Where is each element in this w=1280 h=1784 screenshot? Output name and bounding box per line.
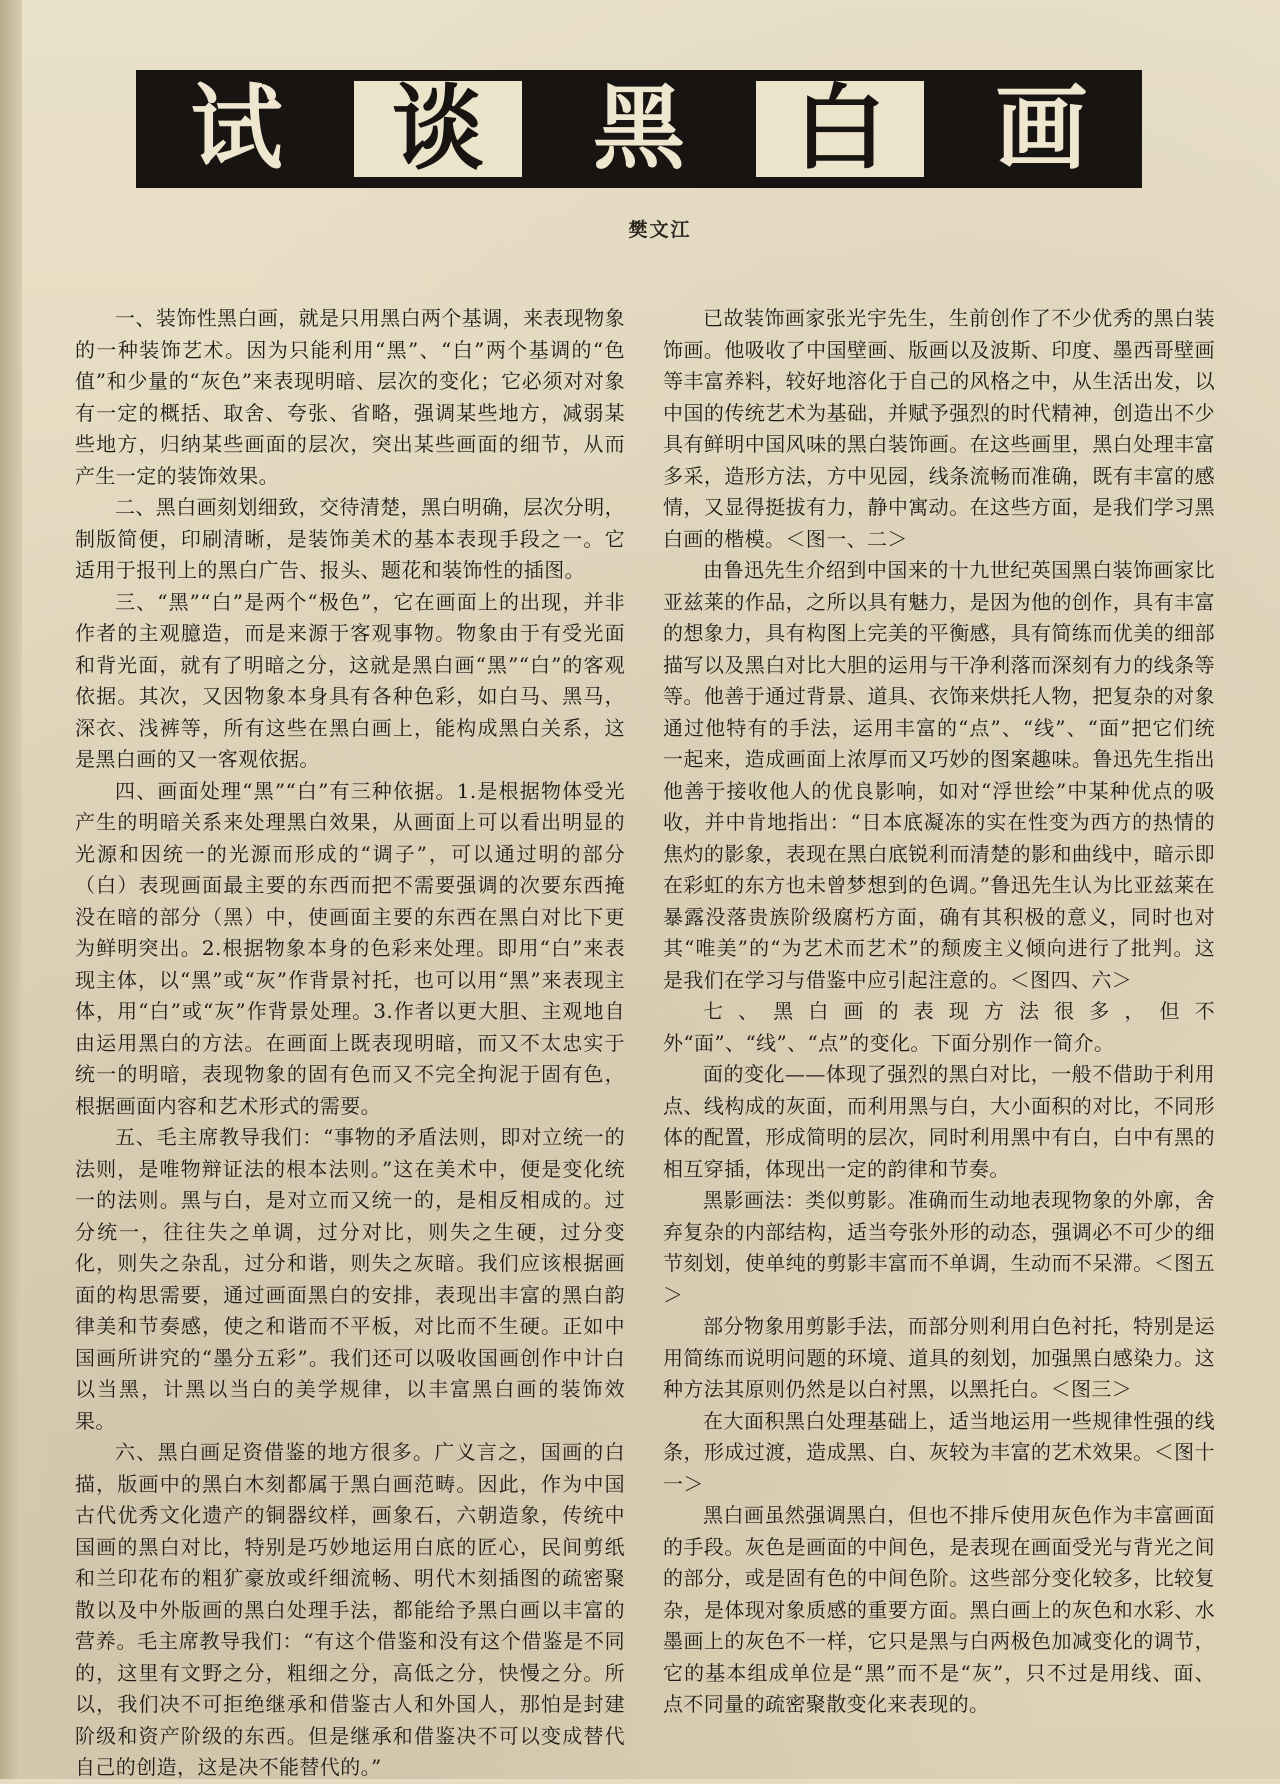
paragraph: 面的变化——体现了强烈的黑白对比，一般不借助于利用点、线构成的灰面，而利用黑与白，大小面积的对比，不同形体的配置，形成简明的层次，同时利用黑中有白，白中有黑的相互穿插，体现出一定的韵律和节奏。 [663, 1062, 1215, 1181]
paragraph: 已故装饰画家张光宇先生，生前创作了不少优秀的黑白装饰画。他吸收了中国壁画、版画以及波斯、印度、墨西哥壁画等丰富养料，较好地溶化于自己的风格之中，从生活出发，以中国的传统艺术为基础，并赋予强烈的时代精神，创造出不少具有鲜明中国风味的黑白装饰画。在这些画里，黑白处理丰富多采，造形方法，方中见园，线条流畅而准确，既有丰富的感情，又显得挺拔有力，静中寓动。在这些方面，是我们学习黑白画的楷模。＜图一、二＞ [663, 306, 1215, 551]
paragraph: 由鲁迅先生介绍到中国来的十九世纪英国黑白装饰画家比亚兹莱的作品，之所以具有魅力，是因为他的创作，具有丰富的想象力，具有构图上完美的平衡感，具有简练而优美的细部描写以及黑白对比大胆的运用与干净利落而深刻有力的线条等等。他善于通过背景、道具、衣饰来烘托人物，把复杂的对象通过他特有的手法，运用丰富的“点”、“线”、“面”把它们统一起来，造成画面上浓厚而又巧妙的图案趣味。鲁迅先生指出他善于接收他人的优良影响，如对“浮世绘”中某种优点的吸收，并中肯地指出：“日本底凝冻的实在性变为西方的热情的焦灼的影象，表现在黑白底锐利而清楚的影和曲线中，暗示即在彩虹的东方也未曾梦想到的色调。”鲁迅先生认为比亚兹莱在暴露没落贵族阶级腐朽方面，确有其积极的意义，同时也对其“唯美”的“为艺术而艺术”的颓废主义倾向进行了批判。这是我们在学习与借鉴中应引起注意的。＜图四、六＞ [663, 558, 1215, 992]
paragraph: 五、毛主席教导我们：“事物的矛盾法则，即对立统一的法则，是唯物辩证法的根本法则。”这在美术中，便是变化统一的法则。黑与白，是对立而又统一的，是相反相成的。过分统一，往往失之单调，过分对比，则失之生硬，过分变化，则失之杂乱，过分和谐，则失之灰暗。我们应该根据画面的构思需要，通过画面黑白的安排，表现出丰富的黑白韵律美和节奏感，使之和谐而不平板，对比而不生硬。正如中国画所讲究的“墨分五彩”。我们还可以吸收国画创作中计白以当黑，计黑以当白的美学规律，以丰富黑白画的装饰效果。 [75, 1125, 625, 1433]
title-char-3: 黑 [555, 81, 723, 177]
paragraph: 二、黑白画刻划细致，交待清楚，黑白明确，层次分明，制版简便，印刷清晰，是装饰美术的基本表现手段之一。它适用于报刊上的黑白广告、报头、题花和装饰性的插图。 [75, 495, 625, 582]
paragraph: 三、“黑”“白”是两个“极色”，它在画面上的出现，并非作者的主观臆造，而是来源于客观事物。物象由于有受光面和背光面，就有了明暗之分，这就是黑白画“黑”“白”的客观依据。其次，又因物象本身具有各种色彩，如白马、黑马，深衣、浅裤等，所有这些在黑白画上，能构成黑白关系，这是黑白画的又一客观依据。 [75, 589, 625, 771]
paragraph: 七、黑白画的表现方法很多，但不外“面”、“线”、“点”的变化。下面分别作一简介。 [663, 999, 1215, 1055]
title-char-4: 白 [756, 81, 924, 177]
paragraph: 在大面积黑白处理基础上，适当地运用一些规律性强的线条，形成过渡，造成黑、白、灰较为丰富的艺术效果。＜图十一＞ [663, 1408, 1215, 1496]
paragraph: 四、画面处理“黑”“白”有三种依据。1.是根据物体受光产生的明暗关系来处理黑白效果，从画面上可以看出明显的光源和因统一的光源而形成的“调子”，可以通过明的部分（白）表现画面最主要的东西而把不需要强调的次要东西掩没在暗的部分（黑）中，使画面主要的东西在黑白对比下更为鲜明突出。2.根据物象本身的色彩来处理。即用“白”来表现主体，以“黑”或“灰”作背景衬托，也可以用“黑”来表现主体，用“白”或“灰”作背景处理。3.作者以更大胆、主观地自由运用黑白的方法。在画面上既表现明暗，而又不太忠实于统一的明暗，表现物象的固有色而又不完全拘泥于固有色，根据画面内容和艺术形式的需要。 [75, 778, 625, 1118]
author-name: 樊文江 [628, 219, 692, 241]
right-column [663, 303, 1215, 1721]
title-char-2: 谈 [354, 81, 522, 177]
paragraph: 部分物象用剪影手法，而部分则利用白色衬托，特别是运用简练而说明问题的环境、道具的刻划，加强黑白感染力。这种方法其原则仍然是以白衬黑，以黑托白。＜图三＞ [663, 1314, 1215, 1401]
title-char-1: 试 [153, 81, 321, 177]
page-binding-edge [0, 0, 22, 1779]
title-char-5: 画 [957, 81, 1125, 177]
paragraph: 一、装饰性黑白画，就是只用黑白两个基调，来表现物象的一种装饰艺术。因为只能利用“黑”、“白”两个基调的“色值”和少量的“灰色”来表现明暗、层次的变化；它必须对对象有一定的概括、取舍、夸张、省略，强调某些地方，减弱某些地方，归纳某些画面的层次，突出某些画面的细节，从而产生一定的装饰效果。 [75, 306, 625, 488]
paragraph: 黑白画虽然强调黑白，但也不排斥使用灰色作为丰富画面的手段。灰色是画面的中间色，是表现在画面受光与背光之间的部分，或是固有色的中间色阶。这些部分变化较多，比较复杂，是体现对象质感的重要方面。黑白画上的灰色和水彩、水墨画上的灰色不一样，它只是黑与白两极色加减变化的调节，它的基本组成单位是“黑”而不是“灰”，只不过是用线、面、点不同量的疏密聚散变化来表现的。 [663, 1503, 1215, 1716]
paragraph: 黑影画法：类似剪影。准确而生动地表现物象的外廓，舍弃复杂的内部结构，适当夸张外形的动态，强调必不可少的细节刻划，使单纯的剪影丰富而不单调，生动而不呆滞。＜图五＞ [663, 1188, 1215, 1307]
title-banner [136, 70, 1142, 188]
left-column [75, 303, 625, 1784]
paragraph: 六、黑白画足资借鉴的地方很多。广义言之，国画的白描，版画中的黑白木刻都属于黑白画范畴。因此，作为中国古代优秀文化遗产的铜器纹样，画象石，六朝造象，传统中国画的黑白对比，特别是巧妙地运用白底的匠心，民间剪纸和兰印花布的粗犷豪放或纤细流畅、明代木刻插图的疏密聚散以及中外版画的黑白处理手法，都能给予黑白画以丰富的营养。毛主席教导我们：“有这个借鉴和没有这个借鉴是不同的，这里有文野之分，粗细之分，高低之分，快慢之分。所以，我们决不可拒绝继承和借鉴古人和外国人，那怕是封建阶级和资产阶级的东西。但是继承和借鉴决不可以变成替代自己的创造，这是决不能替代的。” [75, 1440, 625, 1779]
